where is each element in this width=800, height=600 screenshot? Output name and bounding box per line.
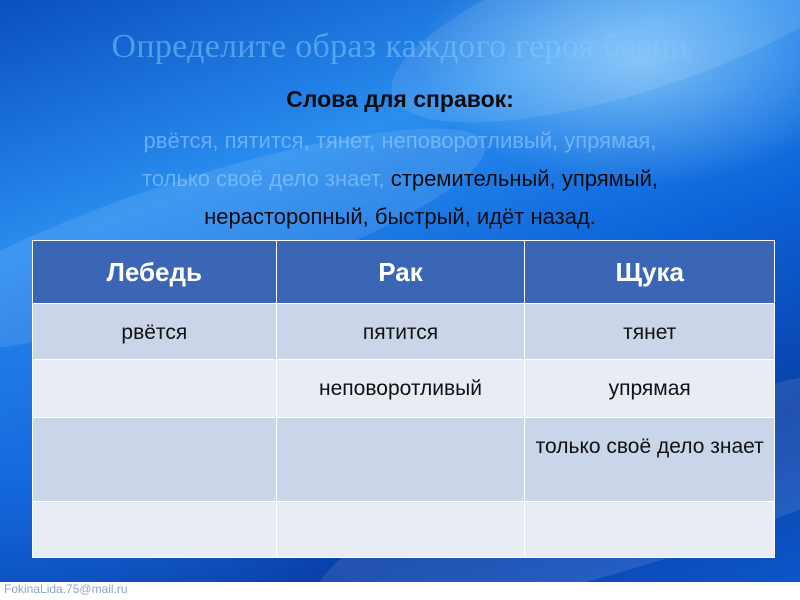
table-cell: [33, 360, 277, 418]
reference-words-visible-2: нерасторопный, быстрый, идёт назад.: [204, 204, 596, 229]
table-cell: упрямая: [525, 360, 775, 418]
table-cell: рвётся: [33, 304, 277, 360]
table-cell: неповоротливый: [276, 360, 525, 418]
table-cell: [525, 502, 775, 558]
table-row: [33, 418, 775, 502]
table-cell: тянет: [525, 304, 775, 360]
table-cell: только своё дело знает: [525, 418, 775, 502]
table-cell: [276, 502, 525, 558]
heroes-table: [32, 240, 775, 558]
reference-heading: Слова для справок:: [286, 86, 514, 112]
table-cell: [33, 418, 277, 502]
reference-words: [60, 122, 740, 236]
reference-words-faded-2: только своё дело знает,: [142, 166, 385, 191]
reference-words-faded: рвётся, пятится, тянет, неповоротливый, упрямая,: [143, 128, 657, 153]
table-row: [33, 502, 775, 558]
header-shchuka: Щука: [525, 241, 775, 304]
header-rak: Рак: [276, 241, 525, 304]
table-row: [33, 304, 775, 360]
header-lebed: Лебедь: [33, 241, 277, 304]
reference-words-visible-1: стремительный, упрямый,: [384, 166, 658, 191]
table-cell: пятится: [276, 304, 525, 360]
table-cell: [33, 502, 277, 558]
slide-title: Определите образ каждого героя басни: [111, 28, 689, 65]
table-row: [33, 360, 775, 418]
table-cell: [276, 418, 525, 502]
table-header-row: [33, 241, 775, 304]
author-email: FokinaLida.75@mail.ru: [4, 582, 128, 596]
